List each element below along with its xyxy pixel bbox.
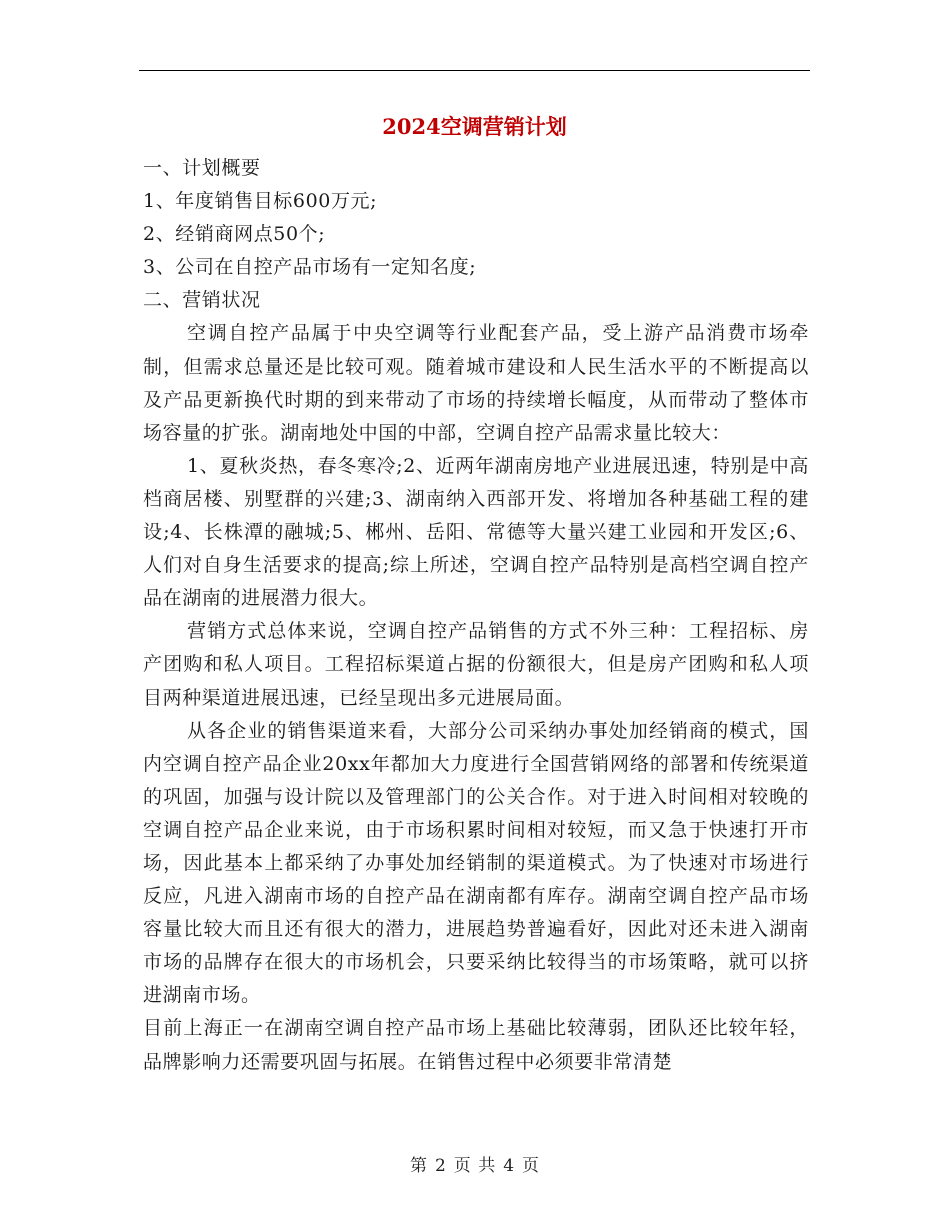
- total-page-number: 4: [503, 1156, 516, 1176]
- document-title: 2024空调营销计划: [382, 114, 567, 139]
- footer-suffix: 页: [522, 1156, 541, 1176]
- list-item-dealer-outlets: 2、经销商网点50个;: [143, 223, 326, 246]
- paragraph-market-overview: 空调自控产品属于中央空调等行业配套产品，受上游产品消费市场牵制，但需求总量还是比较可观。随着城市建设和人民生活水平的不断提高以及产品更新换代时期的到来带动了市场的持续增长幅度，从而带动了整体市场容量的扩张。湖南地处中国的中部，空调自控产品需求量比较大：: [143, 322, 809, 444]
- paragraph-company-status: 目前上海正一在湖南空调自控产品市场上基础比较薄弱，团队还比较年轻，品牌影响力还需要巩固与拓展。在销售过程中必须要非常清楚: [143, 1017, 809, 1073]
- current-page-number: 2: [434, 1156, 447, 1176]
- header-rule: [139, 70, 810, 71]
- document-body: [143, 152, 809, 1079]
- page-footer: [0, 1154, 950, 1178]
- list-item-brand-awareness: 3、公司在自控产品市场有一定知名度;: [143, 256, 477, 279]
- paragraph-sales-methods: 营销方式总体来说，空调自控产品销售的方式不外三种：工程招标、房产团购和私人项目。工程招标渠道占据的份额很大，但是房产团购和私人项目两种渠道进展迅速，已经呈现出多元进展局面。: [143, 620, 809, 709]
- footer-prefix: 第: [409, 1156, 428, 1176]
- list-item-sales-target: 1、年度销售目标600万元;: [143, 190, 378, 213]
- paragraph-demand-factors: 1、夏秋炎热，春冬寒冷;2、近两年湖南房地产业进展迅速，特别是中高档商居楼、别墅群的兴建;3、湖南纳入西部开发、将增加各种基础工程的建设;4、长株潭的融城;5、郴州、岳阳、常德等大量兴建工业园和开发区;6、人们对自身生活要求的提高;综上所述，空调自控产品特别是高档空调自控产品在湖南的进展潜力很大。: [143, 454, 809, 610]
- footer-middle: 页 共: [453, 1156, 497, 1176]
- section-heading-plan-overview: 一、计划概要: [143, 157, 261, 179]
- paragraph-sales-channels: 从各企业的销售渠道来看，大部分公司采纳办事处加经销商的模式，国内空调自控产品企业20xx年都加大力度进行全国营销网络的部署和传统渠道的巩固，加强与设计院以及管理部门的公关合作。对于进入时间相对较晚的空调自控产品企业来说，由于市场积累时间相对较短，而又急于快速打开市场，因此基本上都采纳了办事处加经销制的渠道模式。为了快速对市场进行反应，凡进入湖南市场的自控产品在湖南都有库存。湖南空调自控产品市场容量比较大而且还有很大的潜力，进展趋势普遍看好，因此对还未进入湖南市场的品牌存在很大的市场机会，只要采纳比较得当的市场策略，就可以挤进湖南市场。: [143, 719, 809, 1007]
- section-heading-marketing-status: 二、营销状况: [143, 289, 261, 312]
